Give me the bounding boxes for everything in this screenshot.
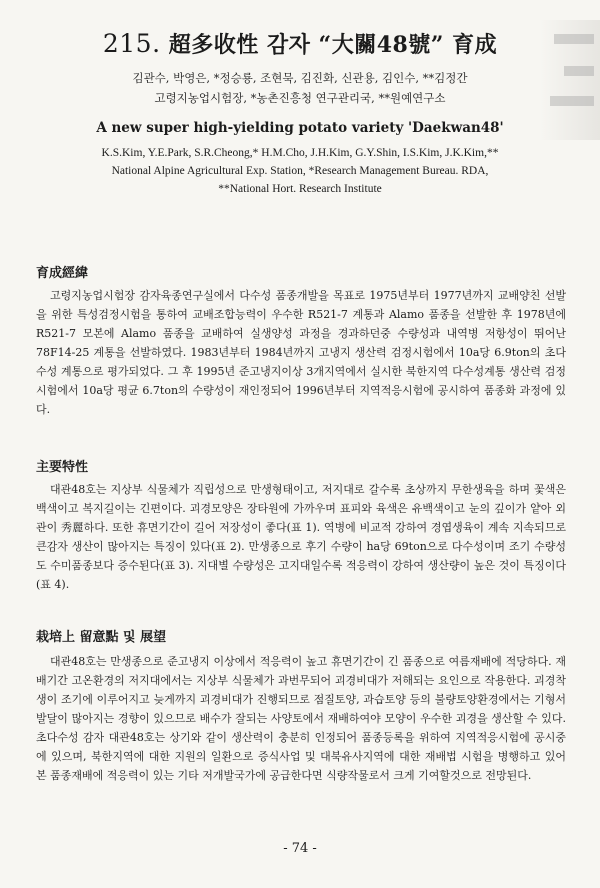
authors-korean: 김관수, 박영은, *정승룡, 조현묵, 김진화, 신관용, 김인수, **김정간: [132, 71, 468, 85]
article-title-ko: 超多收性 감자 “大關48號” 育成: [168, 32, 498, 58]
section-heading-cultivation-notes: 栽培上 留意點 및 展望: [36, 630, 167, 645]
section-body-breeding-history: 고령지농업시험장 감자육종연구실에서 다수성 품종개발을 목표로 1975년부터 1977년까지 교배양친 선발을 위한 특성검정시험을 통하여 교배조합능력이 우수한 R521-7 계통과 Alamo 품종을 선발한 후 1978년에 R521-7 모본에 Alamo 품종을 교배하여 실생양성 과정을 경과하던중 수량성과 내역병 저항성이 뛰어난 78F14-25 계통을 선발하였다. 1983년부터 1984년까지 고냉지 생산력 검정시험에서 10a당 6.9ton의 초다수성 계통으로 평가되었다. 그 후 1995년 준고냉지이상 3개지역에서 실시한 북한지역 다수성계통 생산력 검정시험에서 10a당 평균 6.7ton의 수량성이 재인정되어 1996년부터 지역적응시험에 공시하여 품종화 과정에 있다.: [36, 289, 566, 416]
affiliation-english-2: **National Hort. Research Institute: [218, 183, 382, 195]
page-number: - 74 -: [283, 841, 317, 856]
authors-english: K.S.Kim, Y.E.Park, S.R.Cheong,* H.M.Cho, J.H.Kim, G.Y.Shin, I.S.Kim, J.K.Kim,**: [101, 147, 499, 159]
section-body-cultivation-notes: 대관48호는 만생종으로 준고냉지 이상에서 적응력이 높고 휴면기간이 긴 품종으로 여름재배에 적당하다. 재배기간 고온환경의 저지대에서는 지상부 식물체가 과번무되어 괴경비대가 저해되는 요인으로 작용한다. 괴경착생이 조기에 이루어지고 늦게까지 괴경비대가 진행되므로 점질토양, 과습토양 등의 불량토양환경에서는 기형서 발달이 많아지는 경향이 있으므로 배수가 잘되는 사양토에서 재배하여야 모양이 우수한 괴경을 생산할 수 있다. 초다수성 감자 대관48호는 상기와 같이 생산력이 충분히 인정되어 품종등록을 위하여 지역적응시험에 공시중에 있으며, 북한지역에 대한 지원의 일환으로 증식사업 및 대북유사지역에 대한 재배법 시험을 병행하고 있어 본 품종재배에 적응력이 있는 기타 저개발국가에 공급한다면 식량작물로서 크게 기여할것으로 전망된다.: [36, 655, 566, 782]
page-title: [0, 28, 600, 59]
section-heading-breeding-history: 育成經緯: [36, 266, 89, 281]
english-title: A new super high-yielding potato variety 'Daekwan48': [96, 120, 504, 136]
affiliation-english-1: National Alpine Agricultural Exp. Station, *Research Management Bureau. RDA,: [111, 165, 489, 177]
section-heading-main-characteristics: 主要特性: [36, 460, 89, 475]
section-body-main-characteristics: 대관48호는 지상부 식물체가 직립성으로 만생형태이고, 저지대로 갈수록 초상까지 무한생육을 하며 꽃색은 백색이고 복지길이는 긴편이다. 괴경모양은 장타원에 가까우며 표피와 육색은 유백색이고 눈의 깊이가 얕아 외관이 秀麗하다. 또한 휴면기간이 길어 저장성이 좋다(표 1). 역병에 비교적 강하여 경엽생육이 계속 지속되므로 큰감자 생산이 많아지는 특징이 있다(표 2). 만생종으로 후기 수량이 ha당 69ton으로 다수성이며 조기 수량성도 수미품종보다 증수된다(표 3). 지대별 수량성은 고지대일수록 적응력이 강하여 생산량이 높은 것이 특징이다(표 4).: [36, 483, 566, 591]
affiliation-korean: 고령지농업시험장, *농촌진흥청 연구관리국, **원예연구소: [154, 91, 446, 105]
article-number: 215.: [102, 29, 161, 58]
